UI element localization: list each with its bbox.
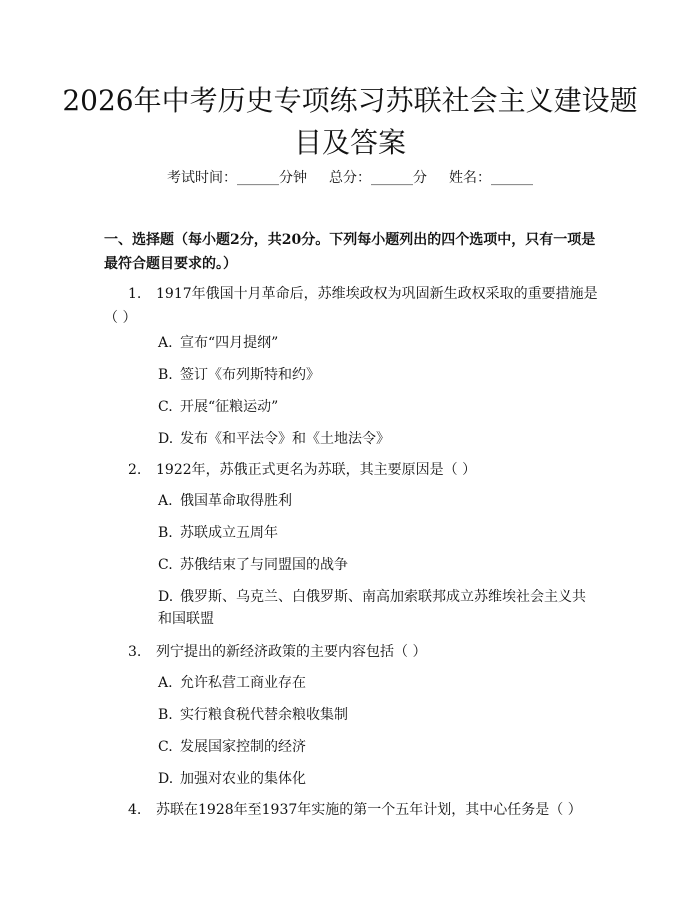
option-letter: B. xyxy=(158,707,173,723)
exam-time-field: 考试时间：______分钟 xyxy=(167,170,307,186)
option-text: 苏联成立五周年 xyxy=(180,525,278,541)
question-number: 4. xyxy=(128,802,142,818)
name-field: 姓名：______ xyxy=(449,170,533,186)
option-3b xyxy=(158,704,598,726)
option-3a xyxy=(158,672,598,694)
option-1b xyxy=(158,364,598,386)
option-2d xyxy=(104,586,599,630)
option-3d xyxy=(158,768,598,790)
option-letter: C. xyxy=(158,739,173,755)
option-letter: A. xyxy=(158,675,173,691)
question-text: 列宁提出的新经济政策的主要内容包括（ ） xyxy=(156,644,427,660)
option-letter: C. xyxy=(158,399,173,415)
question-1 xyxy=(104,282,599,330)
question-2 xyxy=(104,458,599,482)
option-text: 宣布“四月提纲” xyxy=(180,335,279,351)
option-1d xyxy=(158,428,598,450)
option-text: 俄国革命取得胜利 xyxy=(180,493,292,509)
option-2c xyxy=(158,554,598,576)
option-text: 实行粮食税代替余粮收集制 xyxy=(180,707,348,723)
question-4 xyxy=(104,798,599,822)
question-number: 1. xyxy=(128,286,142,302)
option-letter: D. xyxy=(158,589,174,605)
question-text: 1917年俄国十月革命后，苏维埃政权为巩固新生政权采取的重要措施是（ ） xyxy=(104,286,598,326)
option-text: 发布《和平法令》和《土地法令》 xyxy=(180,431,390,447)
total-score-field: 总分：______分 xyxy=(329,170,427,186)
question-number: 2. xyxy=(128,462,142,478)
option-text: 苏俄结束了与同盟国的战争 xyxy=(180,557,348,573)
option-1a xyxy=(158,332,598,354)
option-1c xyxy=(158,396,598,418)
option-text: 签订《布列斯特和约》 xyxy=(180,367,320,383)
option-text: 俄罗斯、乌克兰、白俄罗斯、南高加索联邦成立苏维埃社会主义共和国联盟 xyxy=(158,589,586,627)
option-3c xyxy=(158,736,598,758)
option-letter: B. xyxy=(158,367,173,383)
section-heading: 一、选择题（每小题2分，共20分。下列每小题列出的四个选项中，只有一项是最符合题目要求的。） xyxy=(104,232,596,272)
question-number: 3. xyxy=(128,644,142,660)
option-text: 允许私营工商业存在 xyxy=(180,675,306,691)
exam-info xyxy=(0,168,700,188)
option-2b xyxy=(158,522,598,544)
question-text: 1922年，苏俄正式更名为苏联，其主要原因是（ ） xyxy=(156,462,477,478)
option-letter: D. xyxy=(158,431,174,447)
page-title: 2026年中考历史专项练习苏联社会主义建设题目及答案 xyxy=(62,84,638,159)
option-letter: C. xyxy=(158,557,173,573)
option-letter: D. xyxy=(158,771,174,787)
option-letter: A. xyxy=(158,335,173,351)
option-text: 加强对农业的集体化 xyxy=(180,771,306,787)
option-letter: B. xyxy=(158,525,173,541)
option-text: 发展国家控制的经济 xyxy=(180,739,306,755)
option-text: 开展“征粮运动” xyxy=(180,399,279,415)
option-letter: A. xyxy=(158,493,173,509)
question-3 xyxy=(104,640,599,664)
option-2a xyxy=(158,490,598,512)
question-text: 苏联在1928年至1937年实施的第一个五年计划，其中心任务是（ ） xyxy=(156,802,582,818)
